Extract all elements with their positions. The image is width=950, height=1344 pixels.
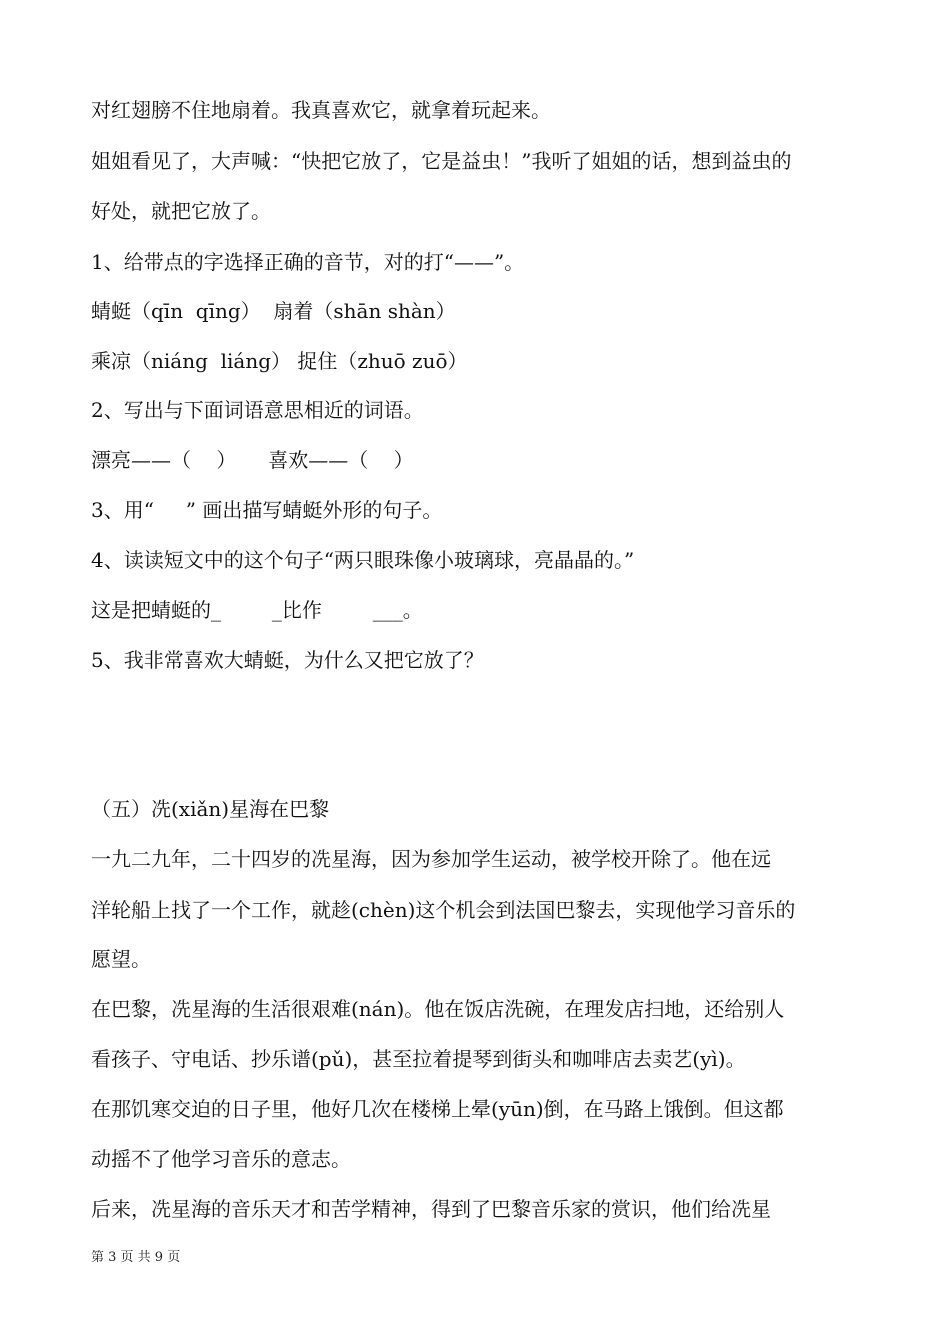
section-5-line-4: 在巴黎，冼星海的生活很艰难(nán)。他在饭店洗碗，在理发店扫地，还给别人 (91, 997, 785, 1021)
section-5-line-2: 洋轮船上找了一个工作，就趁(chèn)这个机会到法国巴黎去，实现他学习音乐的 (91, 898, 796, 922)
section-5-line-1: 一九二九年，二十四岁的冼星海，因为参加学生运动，被学校开除了。他在远 (91, 847, 771, 871)
question-2-answer-row: 漂亮——（ ） 喜欢——（ ） (91, 448, 414, 472)
section-5-line-7: 动摇不了他学习音乐的意志。 (91, 1147, 351, 1171)
paragraph-tail: 对红翅膀不住地扇着。我真喜欢它，就拿着玩起来。 (91, 98, 551, 122)
paragraph-sister-line-2: 好处，就把它放了。 (91, 199, 271, 223)
question-3: 3、用“ ” 画出描写蜻蜓外形的句子。 (91, 498, 443, 522)
page-number-footer: 第 3 页 共 9 页 (91, 1250, 181, 1265)
section-5-line-8: 后来，冼星海的音乐天才和苦学精神，得到了巴黎音乐家的赏识，他们给冼星 (91, 1197, 771, 1221)
question-1-options-row-1: 蜻蜓（qīn qīng） 扇着（shān shàn） (91, 299, 456, 323)
question-1: 1、给带点的字选择正确的音节，对的打“——”。 (91, 250, 525, 274)
section-5-line-6: 在那饥寒交迫的日子里，他好几次在楼梯上晕(yūn)倒，在马路上饿倒。但这都 (91, 1097, 784, 1121)
question-4-fill-blank: 这是把蜻蜓的_ _比作 ___。 (91, 598, 423, 622)
question-4: 4、读读短文中的这个句子“两只眼珠像小玻璃球，亮晶晶的。” (91, 548, 635, 572)
section-5-title: （五）冼(xiǎn)星海在巴黎 (91, 797, 330, 821)
question-1-options-row-2: 乘凉（niáng liáng） 捉住（zhuō zuō） (91, 349, 468, 373)
section-5-line-5: 看孩子、守电话、抄乐谱(pǔ)，甚至拉着提琴到街头和咖啡店去卖艺(yì)。 (91, 1047, 746, 1071)
paragraph-sister-line-1: 姐姐看见了，大声喊：“快把它放了，它是益虫！”我听了姐姐的话，想到益虫的 (91, 149, 792, 173)
question-2: 2、写出与下面词语意思相近的词语。 (91, 398, 424, 422)
question-5: 5、我非常喜欢大蜻蜓，为什么又把它放了？ (91, 648, 484, 672)
section-5-line-3: 愿望。 (91, 947, 151, 971)
